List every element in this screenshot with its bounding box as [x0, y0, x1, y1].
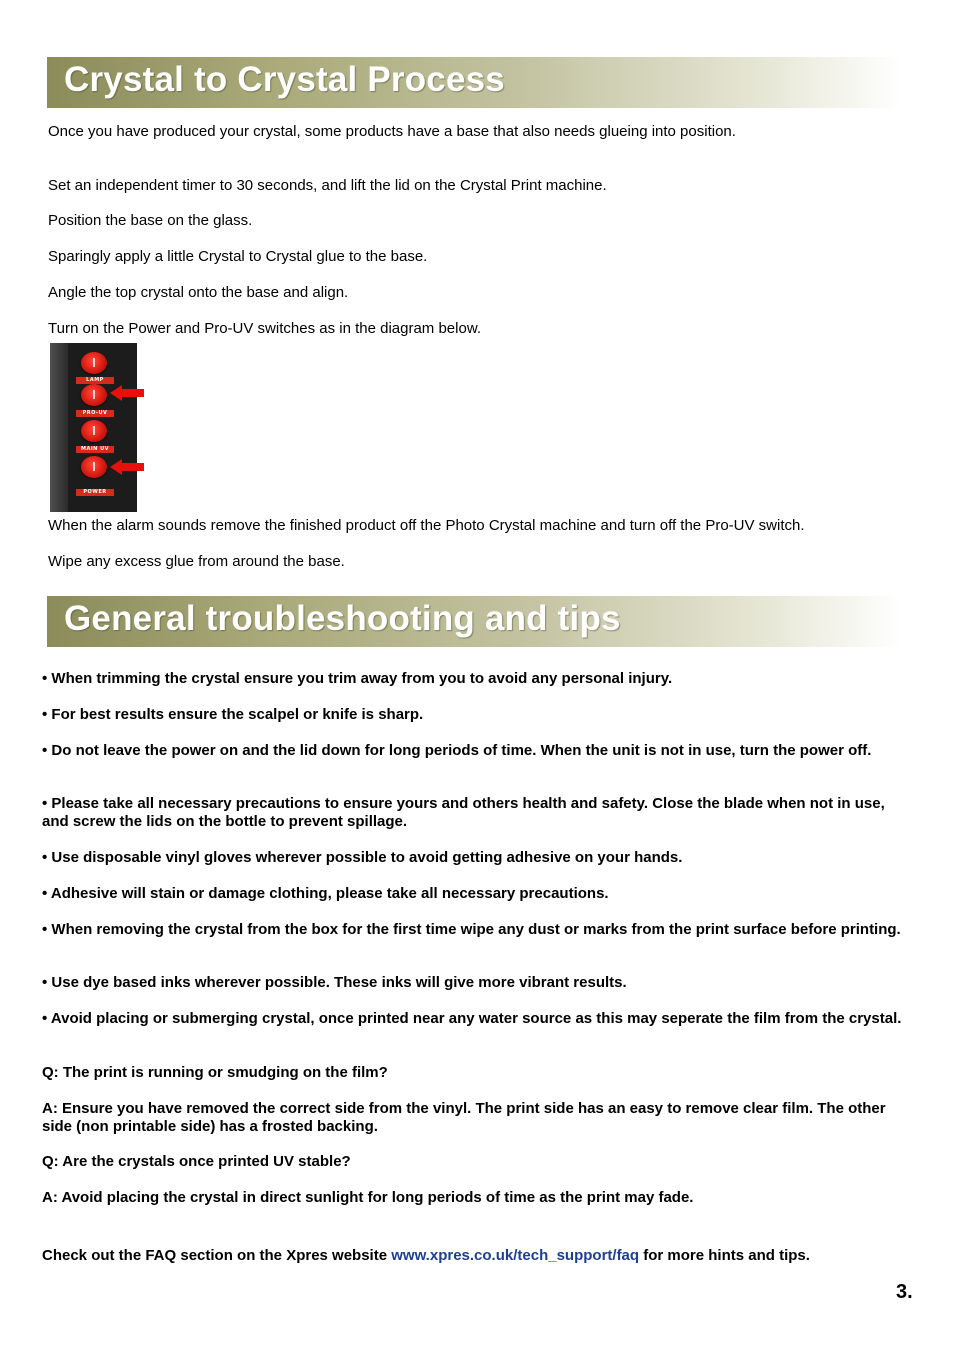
panel-label-pro-uv: PRO-UV	[76, 410, 114, 417]
switch-panel-image	[50, 343, 137, 512]
faq-answer: A: Avoid placing the crystal in direct sunlight for long periods of time as the print may fade.	[42, 1189, 694, 1206]
panel-label-main-uv: MAIN UV	[76, 446, 114, 453]
faq-question: Q: The print is running or smudging on the film?	[42, 1064, 388, 1081]
paragraph: Once you have produced your crystal, some products have a base that also needs glueing into position.	[48, 123, 736, 140]
panel-label-power: POWER	[76, 489, 114, 496]
tip-item: • Avoid placing or submerging crystal, once printed near any water source as this may seperate the film from the crystal.	[42, 1010, 902, 1027]
tip-item: • Please take all necessary precautions to ensure yours and others health and safety. Close the blade when not in use, and screw the lids on the bottle to prevent spillage.	[42, 795, 885, 830]
section-title: General troubleshooting and tips	[64, 599, 621, 638]
faq-question: Q: Are the crystals once printed UV stable?	[42, 1153, 351, 1170]
section-banner-troubleshooting	[47, 596, 903, 647]
red-switch-knob-icon	[81, 384, 107, 406]
tip-item: • Adhesive will stain or damage clothing, please take all necessary precautions.	[42, 885, 609, 902]
red-switch-knob-icon	[81, 420, 107, 442]
paragraph: Sparingly apply a little Crystal to Crystal glue to the base.	[48, 248, 428, 265]
tip-item: • Do not leave the power on and the lid down for long periods of time. When the unit is not in use, turn the power off.	[42, 742, 872, 759]
tip-item: • When removing the crystal from the box for the first time wipe any dust or marks from the print surface before printing.	[42, 921, 901, 938]
panel-edge	[50, 343, 68, 512]
tip-item: • For best results ensure the scalpel or knife is sharp.	[42, 706, 424, 723]
paragraph: Set an independent timer to 30 seconds, and lift the lid on the Crystal Print machine.	[48, 177, 607, 194]
red-switch-knob-icon	[81, 352, 107, 374]
paragraph: Turn on the Power and Pro-UV switches as in the diagram below.	[48, 320, 481, 337]
tip-item: • Use dye based inks wherever possible. These inks will give more vibrant results.	[42, 974, 627, 991]
panel-label-lamp: LAMP	[76, 377, 114, 384]
footer-suffix: for more hints and tips.	[639, 1247, 810, 1264]
footer-prefix: Check out the FAQ section on the Xpres website	[42, 1247, 392, 1264]
red-arrow-left-icon	[110, 385, 144, 401]
paragraph: Wipe any excess glue from around the base.	[48, 553, 345, 570]
faq-link[interactable]: www.xpres.co.uk/tech_support/faq	[391, 1247, 640, 1264]
faq-answer: A: Ensure you have removed the correct side from the vinyl. The print side has an easy to remove clear film. The other side (non printable side) has a frosted backing.	[42, 1100, 886, 1135]
section-banner-crystal-process	[47, 57, 903, 108]
tip-item: • Use disposable vinyl gloves wherever possible to avoid getting adhesive on your hands.	[42, 849, 683, 866]
paragraph: When the alarm sounds remove the finished product off the Photo Crystal machine and turn off the Pro-UV switch.	[48, 517, 805, 534]
paragraph: Position the base on the glass.	[48, 212, 253, 229]
page-number: 3.	[896, 1281, 913, 1303]
red-arrow-left-icon	[110, 459, 144, 475]
paragraph: Angle the top crystal onto the base and align.	[48, 284, 349, 301]
footer-note	[42, 1247, 904, 1265]
tip-item: • When trimming the crystal ensure you trim away from you to avoid any personal injury.	[42, 670, 673, 687]
section-title: Crystal to Crystal Process	[64, 60, 505, 99]
red-switch-knob-icon	[81, 456, 107, 478]
